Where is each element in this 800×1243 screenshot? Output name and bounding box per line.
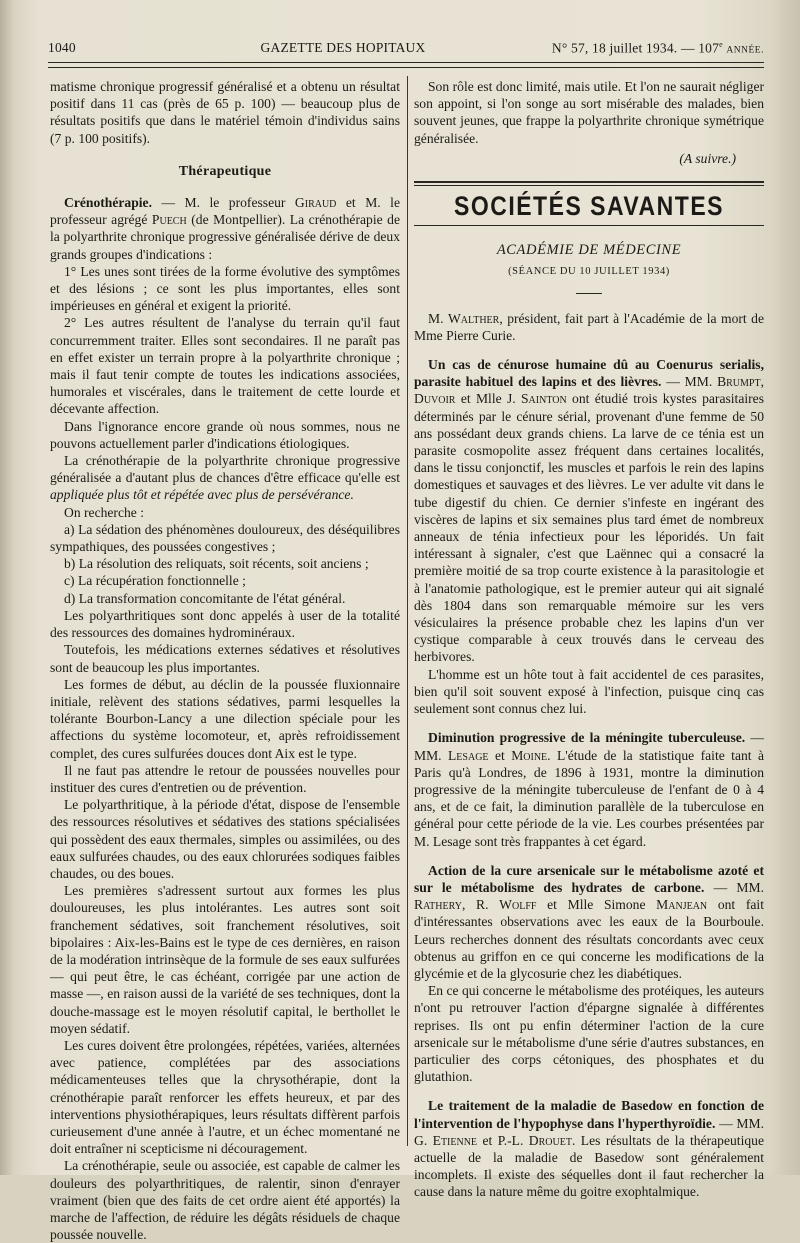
running-header xyxy=(48,38,764,60)
a-suivre-note: (A suivre.) xyxy=(679,150,736,166)
intro-paragraph: matisme chronique progressif généralisé et a obtenu un résultat positif dans 11 cas (près de 65 p. 100) — beaucoup plus de résultats positifs que dans le matériel témoin d'individus sains (7 p. 100 positifs). xyxy=(50,79,400,146)
list-item: a) La sédation des phénomènes douloureux, des déséquilibres sympathiques, des poussées congestives ; xyxy=(50,521,400,555)
journal-title: GAZETTE DES HOPITAUX xyxy=(260,40,426,55)
paragraph: M. Walther, président, fait part à l'Académie de la mort de Mme Pierre Curie. xyxy=(414,310,764,343)
paragraph: Il ne faut pas attendre le retour de poussées nouvelles pour instituer des cures d'entretien ou de prévention. xyxy=(50,762,400,795)
paragraph: L'homme est un hôte tout à fait accidentel de ces parasites, bien qu'il soit souvent exposé à l'infection, puisque cinq cas seulement sont connus chez lui. xyxy=(414,666,764,717)
list-item: c) La récupération fonctionnelle ; xyxy=(64,573,246,589)
section-heading-therapeutique: Thérapeutique xyxy=(178,163,272,179)
paragraph: 1° Les unes sont tirées de la forme évolutive des symptômes et des lésions ; ce sont les plus importantes, elles sont impérieuses en général et exigent la priorité. xyxy=(50,263,400,314)
basedow-communication: Le traitement de la maladie de Basedow en fonction de l'intervention de l'hypophyse dans l'hyperthyroïdie. — MM. G. Etienne et P.-L. Drouet. Les résultats de la thérapeutique actuelle de la maladie de Basedow sont généralement incomplets. Il existe des séquelles dont il faut rechercher la cause dans la nature même du goitre exophtalmique. xyxy=(414,1098,764,1200)
page-number: 1040 xyxy=(48,40,76,55)
paragraph: Les polyarthritiques sont donc appelés à user de la totalité des ressources des domaines hydrominéraux. xyxy=(50,607,400,641)
list-item: b) La résolution des reliquats, soit récents, soit anciens ; xyxy=(64,556,369,572)
header-rule xyxy=(48,62,764,68)
section-rule xyxy=(414,181,764,186)
short-rule xyxy=(576,293,602,294)
list-item: d) La transformation concomitante de l'état général. xyxy=(64,590,346,606)
meningite-communication: Diminution progressive de la méningite tuberculeuse. — MM. Lesage et Moine. L'étude de la statistique faite tant à Paris qu'à Londres, de 1896 à 1931, montre la diminution progressive de la méningite tuberculeuse de l'enfant de 0 à 4 ans, et de ce fait, la diminution parallèle de la tuberculose en général pour cette période de la vie. Les courbes présentées par M. Lesage sont très frappantes à cet égard. xyxy=(414,730,765,849)
left-column xyxy=(50,78,400,1243)
paragraph: Les formes de début, au déclin de la poussée fluxionnaire initiale, relèvent des stations sédatives, parmi lesquelles la tolérante Bourbon-Lancy a une dilection spéciale pour les affections du système locomoteur, et, après refroidissement complet, des cures sulfurées douces dont Aix est le type. xyxy=(50,676,400,761)
column-divider xyxy=(407,76,408,1146)
paragraph: Le polyarthritique, à la période d'état, dispose de l'ensemble des ressources résolutives et sédatives des stations spécialisées qui possèdent des eaux thermales, simples ou assimilées, ou des eaux sulfurées chaudes, ou des eaux chlorurées sodiques faibles chaudes, ou des boues. xyxy=(50,797,400,881)
issue-info: N° 57, 18 juillet 1934. — 107e ANNÉE. xyxy=(551,40,764,56)
right-column xyxy=(414,78,764,1201)
crenotherapie-paragraph: Crénothérapie. — M. le professeur Giraud et M. le professeur agrégé Puech (de Montpellier). La crénothérapie de la polyarthrite chronique progressive généralisée dérive de deux grands groupes d'indications : xyxy=(50,195,400,262)
cenurose-communication: Un cas de cénurose humaine dû au Coenurus serialis, parasite habituel des lapins et des lièvres. — MM. Brumpt, Duvoir et Mlle J. Sainton ont étudié trois kystes parasitaires déterminés par le cénure sérial, provenant d'une femme de 50 ans possédant deux grands chiens. La larve de ce ténia est un parasite cosmopolite assez fréquent dans certaines localités, dans le tissu conjonctif, les muscles et parfois le rein des lapins domestiques et sauvages et des lièvres. Le ver adulte vit dans le tube digestif du chien. Ce dernier s'infeste en ingérant des viscères de lapins et six semaines plus tard émet de nombreux anneaux de ténia infectieux pour les léporidés. Un fait intéressant à signaler, c'est que Laënnec qui a consacré la première moitié de sa trop courte existence à la parasitologie et à l'anatomie pathologique, est le premier auteur qui ait signalé dès 1804 dans son remarquable mémoire sur les vers vésiculaires la présence probable chez les lapins d'un ver cystique comparable à ceux trouvés dans le cerveau des herbivores. xyxy=(414,357,764,665)
seance-date: (SÉANCE DU 10 JUILLET 1934) xyxy=(508,266,670,278)
section-title-societes-savantes: SOCIÉTÉS SAVANTES xyxy=(453,190,725,221)
arsenicale-communication: Action de la cure arsenicale sur le métabolisme azoté et sur le métabolisme des hydrates de carbone. — MM. Rathery, R. Wolff et Mlle Simone Manjean ont fait d'intéressantes observations avec les eaux de la Bourboule. Leurs recherches donnent des résultats concordants avec ceux obtenus au griffon en ce qui concerne les modifications de la glycémie et de la glycosurie chez les diabétiques. xyxy=(414,862,765,981)
paragraph: Les cures doivent être prolongées, répétées, variées, alternées avec patience, complétées par des associations médicamenteuses telles que la chrysothérapie, dont la crénothérapie paraît renforcer les effets heureux, et par des interventions physiothérapiques, leurs résultats diffèrent parfois curieusement d'une année à l'autre, et un échec momentané ne doit entraîner ni scepticisme ni découragement. xyxy=(50,1037,400,1157)
paragraph: La crénothérapie, seule ou associée, est capable de calmer les douleurs des polyarthritiques, de ralentir, sinon d'enrayer vraiment (bien que des faits de cet ordre aient été apportés) la marche de l'affection, de réduire les dégâts résiduels de chaque poussée nouvelle. xyxy=(50,1158,400,1243)
paragraph: En ce qui concerne le métabolisme des protéiques, les auteurs n'ont pu retrouver l'action d'épargne signalée à différentes reprises. Ils ont pu enfin déterminer l'action de la cure arsenicale sur le métabolisme d'une série d'autres substances, en particulier des corps cétoniques, des phosphates et du glutathion. xyxy=(414,983,764,1085)
paragraph: La crénothérapie de la polyarthrite chronique progressive généralisée a d'autant plus de chances d'être efficace qu'elle est appliquée plus tôt et répétée avec plus de persévérance. xyxy=(50,453,400,503)
paragraph: Dans l'ignorance encore grande où nous sommes, nous ne pouvons actuellement parler d'indications étiologiques. xyxy=(50,418,400,451)
academie-heading: ACADÉMIE DE MÉDECINE xyxy=(496,242,682,259)
paragraph: 2° Les autres résultent de l'analyse du terrain qu'il faut concurremment traiter. Elles sont secondaires. Il ne paraît pas en effet exister un terrain propre à la polyarthrite chronique ; mais il faut tenir compte de toutes les indications associées, humorales et viscérales, dans le traitement de cette lourde et décevante affection. xyxy=(50,315,400,417)
paragraph: Toutefois, les médications externes sédatives et résolutives sont de beaucoup les plus importantes. xyxy=(50,642,400,675)
paragraph: Son rôle est donc limité, mais utile. Et l'on ne saurait négliger son appoint, si l'on songe au sort misérable des malades, bien souvent jeunes, que frappe la polyarthrite chronique symétrique généralisée. xyxy=(414,79,764,146)
section-rule xyxy=(414,225,764,226)
paragraph: On recherche : xyxy=(64,504,145,520)
paragraph: Les premières s'adressent surtout aux formes les plus douloureuses, les plus intolérantes. Les autres sont soit franchement sédatives, soit franchement résolutives, soit bipolaires : Aix-les-Bains est le type de ces dernières, en raison de la modération intrinsèque de la formule de ses eaux sulfurées— qui peut être, le cas échéant, corrigée par une action de masse —, en raison aussi de la variété de ses techniques, dont la douche-massage est le moyen résolutif capital, le berthollet le moyen sédatif. xyxy=(50,883,400,1036)
